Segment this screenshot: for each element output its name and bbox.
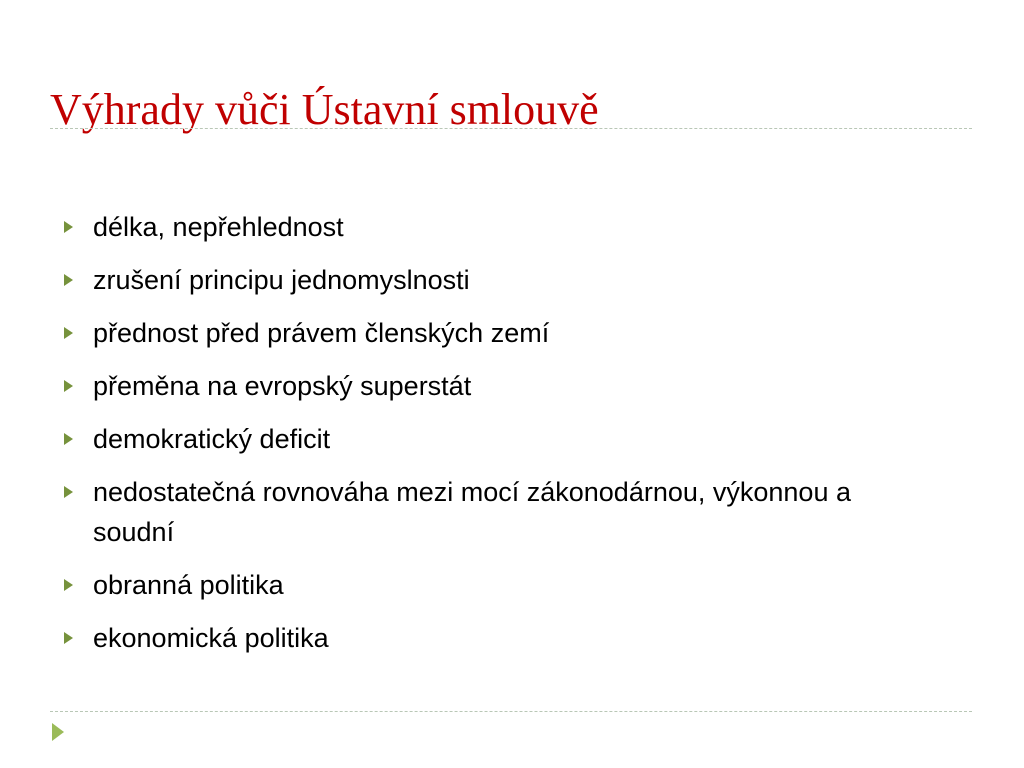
triangle-right-icon (64, 579, 73, 591)
triangle-right-icon (64, 327, 73, 339)
bullet-item (0, 366, 1024, 406)
bullet-text: ekonomická politika (93, 623, 329, 653)
bullet-text: nedostatečná rovnováha mezi mocí zákonodárnou, výkonnou a soudní (93, 477, 851, 547)
triangle-right-icon (64, 274, 73, 286)
triangle-right-icon (52, 723, 64, 741)
bullet-text: demokratický deficit (93, 424, 331, 454)
bullet-text: přednost před právem členských zemí (93, 318, 550, 348)
bullet-text: přeměna na evropský superstát (93, 371, 472, 401)
slide-title: Výhrady vůči Ústavní smlouvě (50, 85, 599, 134)
bullet-list (0, 207, 1024, 671)
triangle-right-icon (64, 380, 73, 392)
footer-divider (50, 711, 972, 712)
bullet-item (0, 472, 1024, 552)
bullet-item (0, 419, 1024, 459)
bullet-text: obranná politika (93, 570, 284, 600)
triangle-right-icon (64, 632, 73, 644)
bullet-item (0, 207, 1024, 247)
triangle-right-icon (64, 221, 73, 233)
title-divider (50, 128, 972, 129)
bullet-item (0, 313, 1024, 353)
bullet-text: zrušení principu jednomyslnosti (93, 265, 470, 295)
bullet-item (0, 260, 1024, 300)
bullet-item (0, 618, 1024, 658)
triangle-right-icon (64, 486, 73, 498)
bullet-item (0, 565, 1024, 605)
triangle-right-icon (64, 433, 73, 445)
bullet-text: délka, nepřehlednost (93, 212, 344, 242)
